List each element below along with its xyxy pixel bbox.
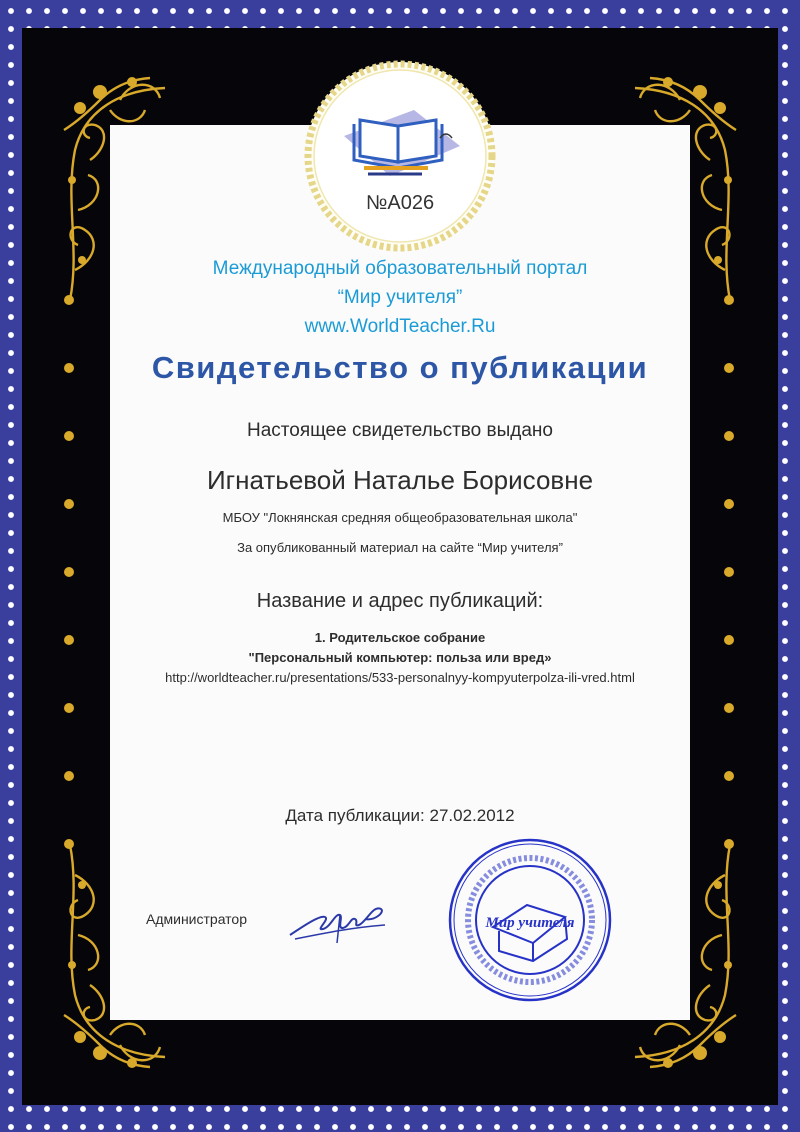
logo-seal <box>302 58 498 254</box>
portal-line-2: “Мир учителя” <box>337 287 463 308</box>
recipient-name: Игнатьевой Наталье Борисовне <box>206 465 594 495</box>
publication-title: "Персональный компьютер: польза или вред» <box>248 650 552 665</box>
round-stamp <box>445 835 615 1005</box>
certificate-number: №A026 <box>365 192 435 214</box>
page-title: Свидетельство о публикации <box>151 350 649 385</box>
organization: МБОУ "Локнянская средняя общеобразовательная школа" <box>222 510 578 525</box>
publications-heading: Название и адрес публикаций: <box>256 590 544 612</box>
portal-line-1: Международный образовательный портал <box>212 258 588 279</box>
signature-mark <box>285 895 395 945</box>
side-dots-left <box>55 290 85 850</box>
publication-item: 1. Родительское собрание <box>314 630 486 645</box>
publication-date: Дата публикации: 27.02.2012 <box>285 806 515 825</box>
open-book-icon <box>302 58 498 254</box>
stamp-center-text: Мир учителя <box>485 915 575 931</box>
for-material: За опубликованный материал на сайте “Мир учителя” <box>237 540 563 555</box>
issued-to-label: Настоящее свидетельство выдано <box>247 420 553 441</box>
side-dots-right <box>715 290 745 850</box>
publication-url: http://worldteacher.ru/presentations/533-personalnyy-kompyuterpolza-ili-vred.html <box>165 670 635 685</box>
portal-url: www.WorldTeacher.Ru <box>304 316 496 337</box>
admin-label: Администратор <box>146 911 248 927</box>
